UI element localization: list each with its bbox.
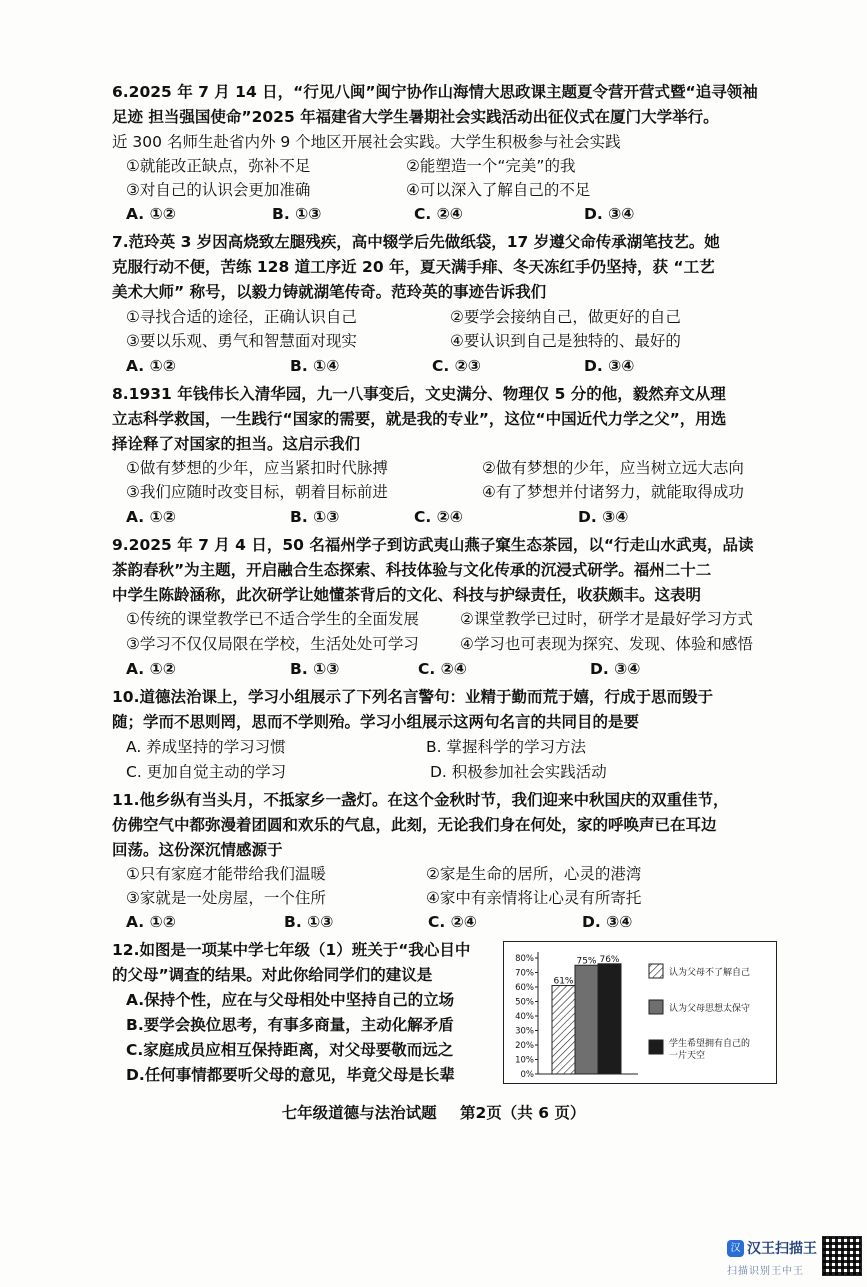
legend-swatch-2 xyxy=(649,1000,663,1014)
q8-choice-d[interactable]: D. ③④ xyxy=(578,508,629,526)
q9-stem-line-2: 茶韵春秋”为主题，开启融合生态探索、科技体验与文化传承的沉浸式研学。福州二十二 xyxy=(112,561,712,579)
q11-choice-d[interactable]: D. ③④ xyxy=(582,913,633,931)
q7-choice-b[interactable]: B. ①④ xyxy=(290,357,340,375)
q11-statement-2: ②家是生命的居所，心灵的港湾 xyxy=(426,865,642,883)
bar-value-label: 76% xyxy=(599,954,620,965)
q8-choice-c[interactable]: C. ②④ xyxy=(414,508,463,526)
q6-statement-3: ③对自己的认识会更加准确 xyxy=(126,181,311,199)
q11-statement-3: ③家就是一处房屋，一个住所 xyxy=(126,889,326,907)
q8-choice-a[interactable]: A. ①② xyxy=(126,508,176,526)
q9-statement-2: ②课堂教学已过时，研学才是最好学习方式 xyxy=(460,610,753,628)
bar-1 xyxy=(552,986,575,1074)
q6-choice-a[interactable]: A. ①② xyxy=(126,205,176,223)
q9-statement-4: ④学习也可表现为探究、发现、体验和感悟 xyxy=(460,635,753,653)
survey-bar-chart xyxy=(504,942,776,1083)
legend-label: 一片天空 xyxy=(669,1051,706,1061)
scanner-watermark xyxy=(727,1238,819,1282)
q11-statement-1: ①只有家庭才能带给我们温暖 xyxy=(126,865,326,883)
q11-statement-4: ④家中有亲情将让心灵有所寄托 xyxy=(426,889,642,907)
q11-choice-b[interactable]: B. ①③ xyxy=(284,913,334,931)
q8-statement-3: ③我们应随时改变目标，朝着目标前进 xyxy=(126,483,388,501)
q11-stem-line-3: 回荡。这份深沉情感源于 xyxy=(112,841,283,859)
q11-stem-line-2: 仿佛空气中都弥漫着团圆和欢乐的气息，此刻，无论我们身在何处，家的呼唤声已在耳边 xyxy=(112,816,717,834)
q8-statement-2: ②做有梦想的少年，应当树立远大志向 xyxy=(482,459,744,477)
y-tick-label: 20% xyxy=(515,1041,534,1051)
q12-choice-a[interactable]: A.保持个性，应在与父母相处中坚持自己的立场 xyxy=(126,991,455,1009)
q6-statement-2: ②能塑造一个“完美”的我 xyxy=(406,157,576,175)
q8-stem-line-1: 8.1931 年钱伟长入清华园，九一八事变后，文史满分、物理仅 5 分的他，毅然弃文从理 xyxy=(112,385,726,403)
q12-stem-line-1: 12.如图是一项某中学七年级（1）班关于“我心目中 xyxy=(112,941,471,959)
y-tick-label: 40% xyxy=(515,1012,534,1022)
bar-3 xyxy=(598,964,621,1074)
q10-stem-line-1: 10.道德法治课上，学习小组展示了下列名言警句：业精于勤而荒于嬉，行成于思而毁于 xyxy=(112,688,713,706)
q7-statement-2: ②要学会接纳自己，做更好的自己 xyxy=(450,308,681,326)
legend-swatch-1 xyxy=(649,964,663,978)
survey-chart-frame xyxy=(503,941,777,1084)
q12-choice-d[interactable]: D.任何事情都要听父母的意见，毕竟父母是长辈 xyxy=(126,1066,455,1084)
q11-choice-c[interactable]: C. ②④ xyxy=(428,913,477,931)
q6-statement-4: ④可以深入了解自己的不足 xyxy=(406,181,591,199)
q7-choice-a[interactable]: A. ①② xyxy=(126,357,176,375)
q9-stem-line-1: 9.2025 年 7 月 4 日，50 名福州学子到访武夷山燕子窠生态茶园，以“行走山水武夷，品读 xyxy=(112,536,754,554)
legend-label: 学生希望拥有自己的 xyxy=(669,1039,751,1049)
q6-stem-line-2: 足迹 担当强国使命”2025 年福建省大学生暑期社会实践活动出征仪式在厦门大学举行。 xyxy=(112,108,719,126)
scanner-brand: 汉王扫描王 xyxy=(747,1241,817,1257)
q10-choice-b[interactable]: B. 掌握科学的学习方法 xyxy=(426,738,586,756)
y-tick-label: 0% xyxy=(520,1070,534,1080)
q8-choice-b[interactable]: B. ①③ xyxy=(290,508,340,526)
q6-statement-1: ①就能改正缺点，弥补不足 xyxy=(126,157,311,175)
y-tick-label: 70% xyxy=(515,968,534,979)
y-tick-label: 30% xyxy=(515,1026,534,1037)
footer-title: 七年级道德与法治试题 xyxy=(281,1104,437,1122)
q10-stem-line-2: 随；学而不思则罔，思而不学则殆。学习小组展示这两句名言的共同目的是要 xyxy=(112,713,640,731)
legend-label: 认为父母不了解自己 xyxy=(669,968,751,978)
page-footer xyxy=(0,1101,867,1123)
q7-statement-1: ①寻找合适的途径，正确认识自己 xyxy=(126,308,357,326)
legend-swatch-3 xyxy=(649,1040,663,1054)
q9-choice-d[interactable]: D. ③④ xyxy=(590,660,641,678)
q9-choice-a[interactable]: A. ①② xyxy=(126,660,176,678)
y-tick-label: 10% xyxy=(515,1055,534,1066)
q12-choice-c[interactable]: C.家庭成员应相互保持距离，对父母要敬而远之 xyxy=(126,1041,454,1059)
q9-statement-1: ①传统的课堂教学已不适合学生的全面发展 xyxy=(126,610,419,628)
q7-choice-d[interactable]: D. ③④ xyxy=(584,357,635,375)
q6-stem-line-1: 6.2025 年 7 月 14 日，“行见八闽”闽宁协作山海情大思政课主题夏令营开营式暨“追寻领袖 xyxy=(112,83,758,101)
q6-stem-line-3: 近 300 名师生赴省内外 9 个地区开展社会实践。大学生积极参与社会实践 xyxy=(112,133,621,151)
q6-choice-d[interactable]: D. ③④ xyxy=(584,205,635,223)
q7-statement-4: ④要认识到自己是独特的、最好的 xyxy=(450,332,681,350)
qr-code-icon xyxy=(822,1236,862,1276)
q9-statement-3: ③学习不仅仅局限在学校，生活处处可学习 xyxy=(126,635,419,653)
bar-value-label: 75% xyxy=(576,956,597,967)
q11-stem-line-1: 11.他乡纵有当头月，不抵家乡一盏灯。在这个金秋时节，我们迎来中秋国庆的双重佳节， xyxy=(112,791,729,809)
y-tick-label: 60% xyxy=(515,983,534,993)
q7-choice-c[interactable]: C. ②③ xyxy=(432,357,481,375)
bar-value-label: 61% xyxy=(553,976,574,987)
q11-choice-a[interactable]: A. ①② xyxy=(126,913,176,931)
footer-page-number: 第2页（共 6 页） xyxy=(460,1104,586,1122)
q8-statement-4: ④有了梦想并付诸努力，就能取得成功 xyxy=(482,483,744,501)
scanner-slogan: 扫描识别王中王 xyxy=(727,1266,804,1277)
q7-stem-line-3: 美术大师” 称号，以毅力铸就湖笔传奇。范玲英的事迹告诉我们 xyxy=(112,283,547,301)
q9-choice-b[interactable]: B. ①③ xyxy=(290,660,340,678)
q8-stem-line-3: 择诠释了对国家的担当。这启示我们 xyxy=(112,435,361,453)
q8-statement-1: ①做有梦想的少年，应当紧扣时代脉搏 xyxy=(126,459,388,477)
q10-choice-d[interactable]: D. 积极参加社会实践活动 xyxy=(430,763,607,781)
q9-stem-line-3: 中学生陈龄涵称，此次研学让她懂茶背后的文化、科技与护绿责任，收获颇丰。这表明 xyxy=(112,586,702,604)
scanner-logo-icon: 汉 xyxy=(727,1240,744,1257)
legend-label: 认为父母思想太保守 xyxy=(669,1004,751,1014)
q7-stem-line-2: 克服行动不便，苦练 128 道工序近 20 年，夏天满手痱、冬天冻红手仍坚持，获 “工艺 xyxy=(112,258,715,276)
q7-statement-3: ③要以乐观、勇气和智慧面对现实 xyxy=(126,332,357,350)
q8-stem-line-2: 立志科学救国，一生践行“国家的需要，就是我的专业”，这位“中国近代力学之父”，用选 xyxy=(112,410,727,428)
q12-stem-line-2: 的父母”调查的结果。对此你给同学们的建议是 xyxy=(112,966,433,984)
q7-stem-line-1: 7.范玲英 3 岁因高烧致左腿残疾，高中辍学后先做纸袋，17 岁遵父命传承湖笔技艺。她 xyxy=(112,233,720,251)
y-tick-label: 50% xyxy=(515,997,534,1008)
y-tick-label: 80% xyxy=(515,954,534,964)
bar-2 xyxy=(575,965,598,1074)
q10-choice-c[interactable]: C. 更加自觉主动的学习 xyxy=(126,763,287,781)
q6-choice-b[interactable]: B. ①③ xyxy=(272,205,322,223)
q6-choice-c[interactable]: C. ②④ xyxy=(414,205,463,223)
q10-choice-a[interactable]: A. 养成坚持的学习习惯 xyxy=(126,738,286,756)
q9-choice-c[interactable]: C. ②④ xyxy=(418,660,467,678)
q12-choice-b[interactable]: B.要学会换位思考，有事多商量，主动化解矛盾 xyxy=(126,1016,454,1034)
